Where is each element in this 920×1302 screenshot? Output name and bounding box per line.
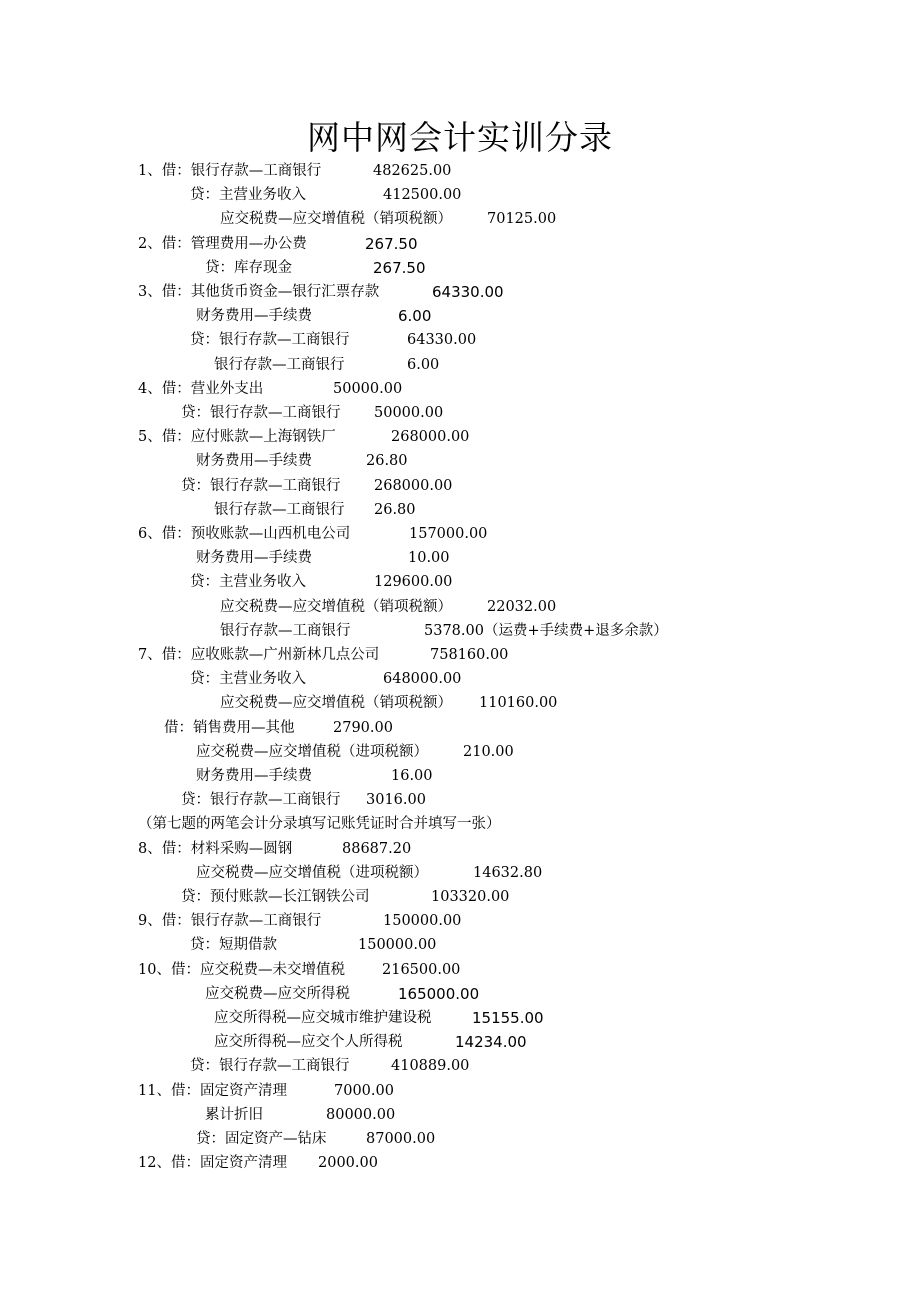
entry-label: 贷：主营业务收入 [190, 574, 306, 591]
entry-amount: 5378.00（运费+手续费+退多余款） [424, 622, 668, 639]
entry-amount: 103320.00 [431, 889, 510, 905]
entry-line [0, 619, 920, 643]
entry-label: 贷：主营业务收入 [190, 187, 306, 204]
entry-amount: 6.00 [407, 356, 440, 373]
entry-amount: 50000.00 [374, 405, 444, 421]
entry-line [0, 256, 920, 280]
entry-line [0, 643, 920, 667]
entry-amount: 80000.00 [326, 1106, 396, 1123]
entry-amount: 165000.00 [398, 984, 480, 1003]
entry-line [0, 377, 920, 401]
entry-amount: 412500.00 [383, 187, 462, 204]
entry-label: 借：销售费用—其他 [164, 719, 295, 736]
entry-amount: 26.80 [374, 501, 416, 518]
entry-line [0, 522, 920, 546]
entry-label: 10、借：应交税费—未交增值税 [138, 961, 345, 978]
entry-label: 贷：银行存款—工商银行 [181, 792, 341, 809]
entry-line [0, 1030, 920, 1054]
entry-label: 财务费用—手续费 [196, 453, 312, 470]
entry-line [0, 546, 920, 570]
entry-line [0, 449, 920, 473]
entry-amount: 16.00 [391, 768, 433, 784]
entry-line [0, 982, 920, 1006]
entry-line [0, 570, 920, 594]
entry-label: 贷：库存现金 [205, 259, 292, 276]
entry-amount: 88687.20 [342, 840, 412, 857]
entry-label: 11、借：固定资产清理 [138, 1082, 287, 1099]
entry-line [0, 861, 920, 885]
entry-amount: 267.50 [373, 258, 426, 277]
entry-amount: 268000.00 [374, 477, 453, 494]
entry-amount: 70125.00 [487, 211, 557, 228]
entry-label: 5、借：应付账款—上海钢铁厂 [138, 429, 336, 446]
entry-label: 贷：短期借款 [190, 937, 277, 954]
page-title: 网中网会计实训分录 [307, 118, 613, 157]
entry-label: 贷：预付账款—长江钢铁公司 [181, 889, 370, 905]
entry-line [0, 1006, 920, 1030]
entry-line [0, 159, 920, 183]
entry-amount: 6.00 [398, 307, 432, 326]
entry-label: 财务费用—手续费 [196, 308, 312, 325]
entry-label: 3、借：其他货币资金—银行汇票存款 [138, 284, 380, 300]
entry-label: 应交税费—应交增值税（进项税额） [196, 864, 428, 881]
entry-amount: 7000.00 [334, 1082, 394, 1099]
entry-amount: 110160.00 [479, 695, 558, 712]
entry-label: 2、借：管理费用—办公费 [138, 235, 307, 252]
entry-label: 财务费用—手续费 [196, 550, 312, 567]
entry-line [0, 667, 920, 691]
entry-line [0, 691, 920, 715]
entry-line [0, 764, 920, 788]
entry-amount: 150000.00 [383, 913, 462, 930]
entry-amount: 2000.00 [318, 1155, 378, 1172]
entry-label: 应交税费—应交增值税（销项税额） [220, 695, 452, 712]
entry-line [0, 595, 920, 619]
entry-line [0, 207, 920, 231]
entry-line [0, 401, 920, 425]
entry-line [0, 909, 920, 933]
entry-amount: 267.50 [365, 234, 418, 253]
entry-line [0, 933, 920, 957]
entry-amount: 64330.00 [432, 283, 504, 301]
entry-amount: 410889.00 [391, 1058, 470, 1075]
entry-amount: 157000.00 [409, 526, 488, 542]
entry-label: 应交税费—应交所得税 [205, 985, 350, 1002]
entry-label: 应交税费—应交增值税（进项税额） [196, 743, 428, 760]
entry-label: 贷：银行存款—工商银行 [181, 405, 341, 421]
entry-label: 财务费用—手续费 [196, 768, 312, 784]
entry-amount: 15155.00 [472, 1009, 544, 1027]
entry-label: 4、借：营业外支出 [138, 380, 264, 397]
entry-line [0, 788, 920, 812]
entry-amount: 87000.00 [366, 1131, 436, 1147]
entry-amount: 2790.00 [333, 719, 393, 736]
entry-label: 12、借：固定资产清理 [138, 1155, 287, 1172]
entry-line [0, 958, 920, 982]
entry-amount: 22032.00 [487, 598, 557, 615]
entry-line [0, 812, 920, 836]
entry-label: 贷：主营业务收入 [190, 671, 306, 688]
entry-line [0, 885, 920, 909]
entry-label: 贷：银行存款—工商银行 [181, 477, 341, 494]
entry-label: 应交税费—应交增值税（销项税额） [220, 598, 452, 615]
entry-label: 6、借：预收账款—山西机电公司 [138, 526, 351, 542]
entry-line [0, 304, 920, 328]
entry-line [0, 716, 920, 740]
entry-label: 应交所得税—应交城市维护建设税 [214, 1010, 432, 1026]
entry-line [0, 425, 920, 449]
entry-line [0, 498, 920, 522]
entry-label: 8、借：材料采购—圆钢 [138, 840, 293, 857]
entry-line [0, 353, 920, 377]
entry-amount: 50000.00 [333, 380, 403, 397]
entry-amount: 150000.00 [358, 937, 437, 954]
entry-label: 贷：银行存款—工商银行 [190, 332, 350, 349]
entry-label: 9、借：银行存款—工商银行 [138, 913, 322, 930]
entry-amount: 14632.80 [473, 864, 543, 881]
entry-amount: 129600.00 [374, 574, 453, 591]
entry-amount: 3016.00 [366, 792, 426, 809]
entry-line [0, 1127, 920, 1151]
entry-line [0, 1054, 920, 1078]
entry-label: 银行存款—工商银行 [214, 356, 345, 373]
entry-line [0, 183, 920, 207]
entry-amount: 64330.00 [407, 332, 477, 349]
entry-line [0, 837, 920, 861]
entry-label: 银行存款—工商银行 [220, 622, 351, 639]
entry-label: 银行存款—工商银行 [214, 501, 345, 518]
entry-amount: 210.00 [463, 743, 514, 760]
entry-label: 累计折旧 [205, 1106, 263, 1123]
entry-line [0, 474, 920, 498]
entry-amount: 648000.00 [383, 671, 462, 688]
entry-line [0, 740, 920, 764]
entry-line [0, 280, 920, 304]
entry-line [0, 1103, 920, 1127]
entry-label: 1、借：银行存款—工商银行 [138, 163, 322, 179]
entry-amount: 26.80 [366, 453, 408, 470]
entry-line [0, 328, 920, 352]
entry-label: 应交所得税—应交个人所得税 [214, 1034, 403, 1051]
entry-amount: 268000.00 [391, 429, 470, 446]
entry-label: （第七题的两笔会计分录填写记账凭证时合并填写一张） [138, 816, 501, 833]
entry-amount: 14234.00 [455, 1033, 527, 1052]
entry-line [0, 232, 920, 256]
entry-label: 贷：银行存款—工商银行 [190, 1058, 350, 1075]
entry-amount: 482625.00 [373, 163, 452, 179]
entry-amount: 216500.00 [382, 961, 461, 978]
entry-amount: 10.00 [408, 550, 450, 567]
entry-amount: 758160.00 [430, 647, 509, 663]
entry-line [0, 1151, 920, 1175]
entry-label: 7、借：应收账款—广州新林几点公司 [138, 647, 380, 663]
entry-label: 贷：固定资产—钻床 [196, 1131, 327, 1147]
entry-label: 应交税费—应交增值税（销项税额） [220, 211, 452, 228]
entry-line [0, 1079, 920, 1103]
